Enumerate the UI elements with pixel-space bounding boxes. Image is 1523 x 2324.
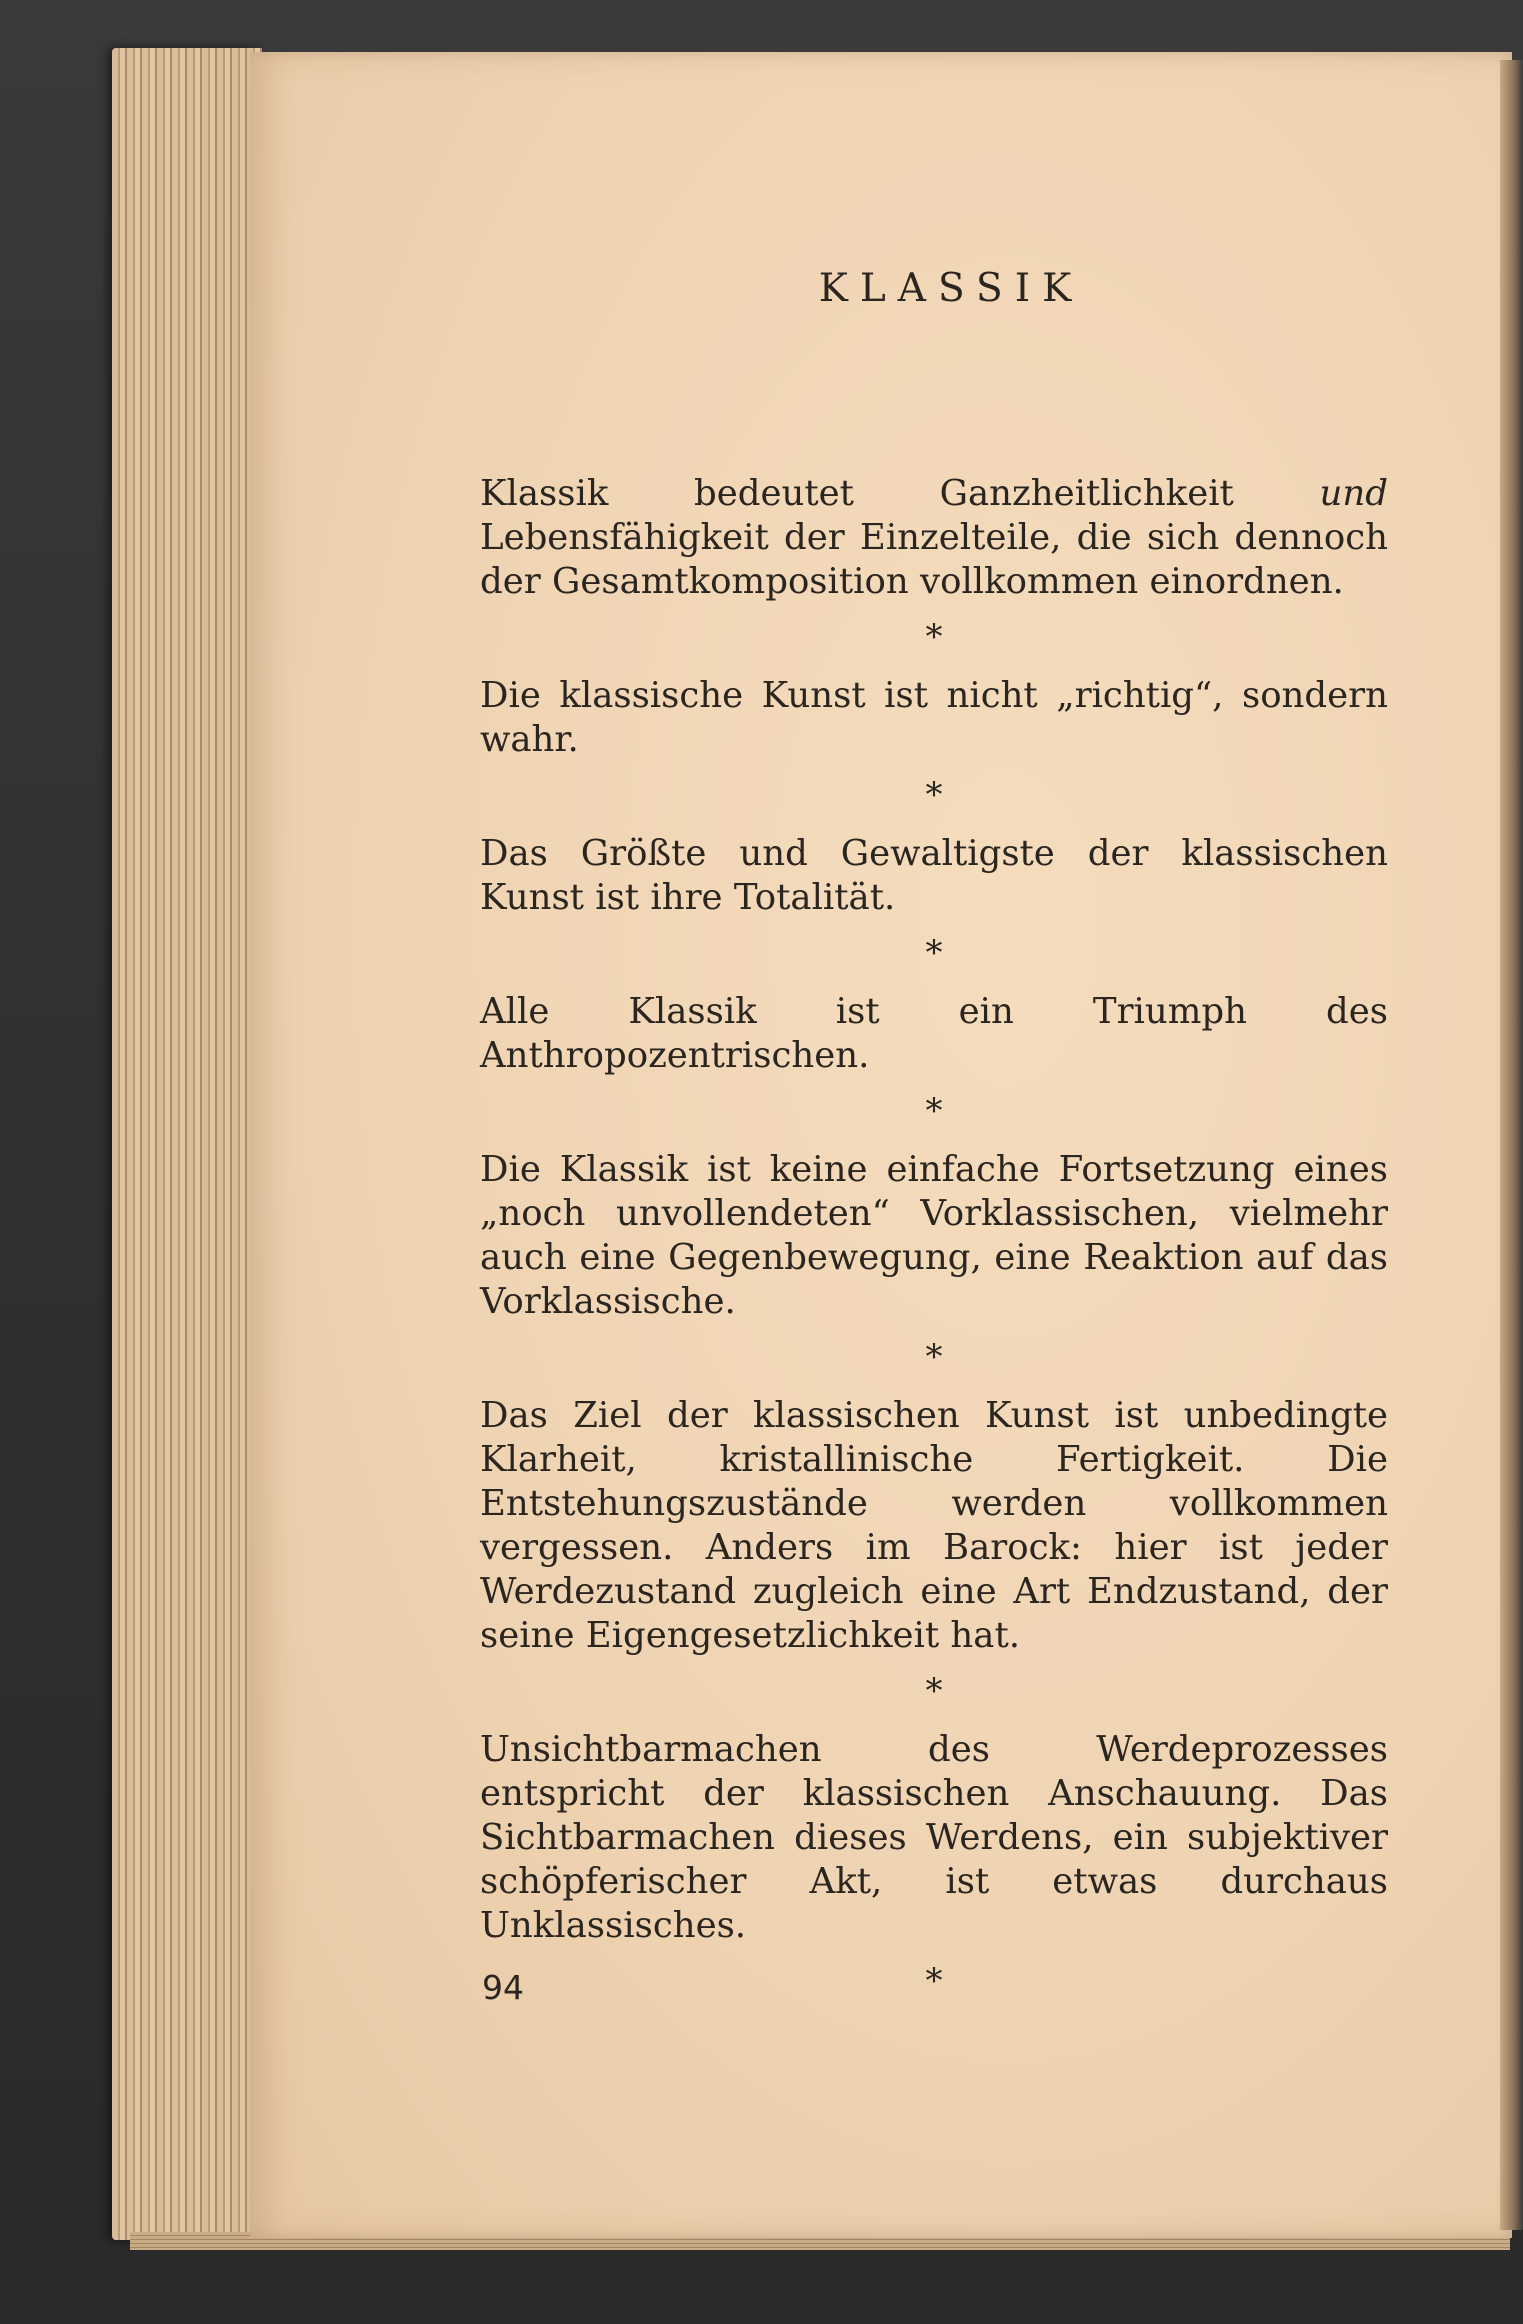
page-number: 94	[482, 1968, 524, 2007]
paragraph-1-emphasis: und	[1319, 473, 1388, 514]
asterisk-separator-5: *	[925, 1337, 943, 1377]
paragraph-1-text-after: Lebensfähigkeit der Einzelteile, die sich dennoch der Gesamtkomposition vollkommen einordnen.	[480, 517, 1388, 602]
page-stack-edge	[112, 48, 262, 2240]
asterisk-separator-7: *	[925, 1961, 943, 2001]
asterisk-separator-6: *	[925, 1671, 943, 1711]
page-content	[250, 52, 1512, 2238]
paragraph-4: Alle Klassik ist ein Triumph des Anthropozentrischen.	[480, 991, 1388, 1076]
asterisk-separator-3: *	[925, 933, 943, 973]
running-head: KLASSIK	[818, 266, 1084, 311]
asterisk-separator-2: *	[925, 775, 943, 815]
paragraph-1	[480, 472, 1388, 604]
asterisk-separator-1: *	[925, 617, 943, 657]
text-block	[480, 472, 1388, 2018]
paragraph-6: Das Ziel der klassischen Kunst ist unbedingte Klarheit, kristallinische Fertigkeit. Die Entstehungszustände werden vollkommen vergessen. Anders im Barock: hier ist jeder Werdezustand zugleich eine Art Endzustand, der seine Eigengesetzlichkeit hat.	[480, 1395, 1388, 1656]
paragraph-2: Die klassische Kunst ist nicht „richtig“, sondern wahr.	[480, 675, 1388, 760]
paragraph-7: Unsichtbarmachen des Werdeprozesses entspricht der klassischen Anschauung. Das Sichtbarmachen dieses Werdens, ein subjektiver schöpferischer Akt, ist etwas durchaus Unklassisches.	[480, 1729, 1388, 1946]
asterisk-separator-4: *	[925, 1091, 943, 1131]
paragraph-3: Das Größte und Gewaltigste der klassischen Kunst ist ihre Totalität.	[480, 833, 1388, 918]
paragraph-5: Die Klassik ist keine einfache Fortsetzung eines „noch unvollendeten“ Vorklassischen, vielmehr auch eine Gegenbewegung, eine Reaktion auf das Vorklassische.	[480, 1149, 1388, 1322]
paragraph-1-text-before: Klassik bedeutet Ganzheitlichkeit	[480, 473, 1320, 514]
